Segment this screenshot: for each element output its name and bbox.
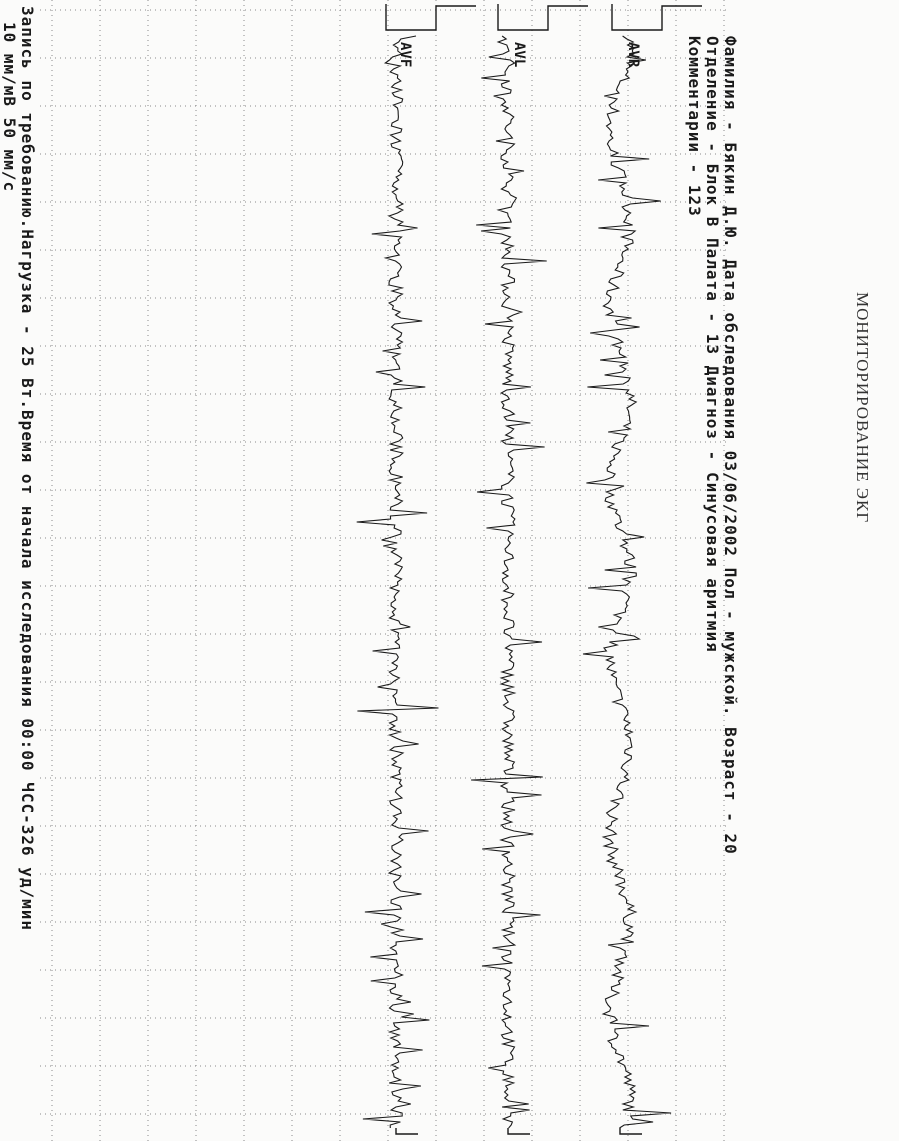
calibration-pulse (386, 4, 476, 30)
footer-line-1: Запись по требованию.Нагрузка - 25 Вт.Время от начала исследования 00:00 ЧСС-326 уд/мин (18, 6, 37, 932)
trace-end-marker (508, 1128, 530, 1134)
trace-end-marker (396, 1128, 418, 1134)
header-line-2: Отделение - Блок В Палата - 13 Диагноз - Синусовая аритмия (703, 36, 722, 653)
lead-label-avl: AVL (511, 42, 527, 68)
ecg-trace-avr (583, 36, 671, 1128)
document-title: МОНИТОРИРОВАНИЕ ЭКГ (853, 292, 872, 524)
ecg-grid (40, 0, 730, 1141)
ecg-traces (357, 4, 702, 1134)
calibration-pulse (612, 4, 702, 30)
footer-line-2: 10 мм/мВ 50 мм/с (0, 22, 19, 193)
ecg-trace-avf (357, 36, 439, 1128)
lead-label-avf: AVF (397, 42, 413, 68)
lead-label-avr: AVR (625, 42, 641, 68)
header-line-3: Комментарии - 123 (685, 36, 704, 217)
trace-end-marker (620, 1128, 642, 1134)
calibration-pulse (498, 4, 588, 30)
header-line-1: Фамилия - Бякин Д.Ю. Дата обследования 03/06/2002 Пол - мужской. Возраст - 20 (721, 36, 740, 855)
ecg-trace-avl (471, 36, 547, 1128)
